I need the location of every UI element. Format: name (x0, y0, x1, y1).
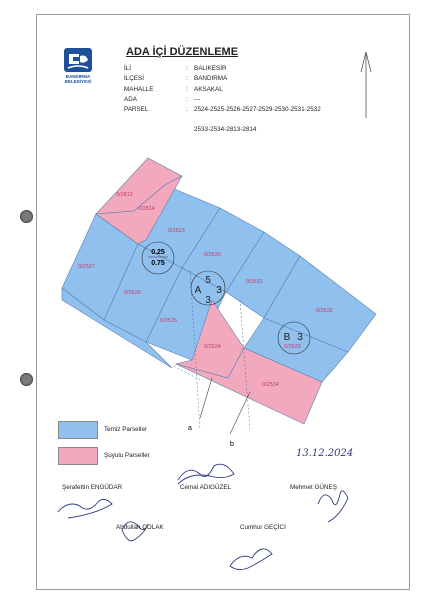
parcel-list-continued: 2533-2534-2813-2814 (194, 126, 257, 133)
info-row-parsel: PARSEL : 2524-2525-2526-2527-2529-2530-2531-2532 (124, 106, 321, 114)
parcel-label-2523: 0/2523 (168, 228, 185, 234)
signature-engudar (58, 499, 112, 518)
signatory-gunes: Mehmet GÜNEŞ (290, 484, 337, 491)
parcel-label-2530: 0/2530 (204, 252, 221, 258)
svg-text:3: 3 (297, 332, 303, 343)
north-arrow (361, 52, 371, 118)
info-row-ilce: İLÇESİ : BANDIRMA (124, 75, 228, 83)
info-row-mahalle: MAHALLE : AKSAKAL (124, 85, 223, 93)
logo-text: BANDIRMA BELEDİYESİ (64, 74, 92, 84)
parcel-label-2525: 0/2525 (160, 318, 177, 324)
pointer-label-b: b (230, 441, 234, 448)
legend-label-clean: Temiz Parseller (104, 426, 148, 433)
legend-swatch-shared (58, 447, 98, 465)
svg-text:B: B (283, 332, 291, 343)
parcel-label-2813: 0/2813 (116, 192, 133, 198)
signature-gunes (318, 491, 348, 522)
info-row-ada: ADA : --- (124, 95, 201, 103)
legend-label-shared: Şuyulu Parseller (104, 452, 150, 459)
parcel-label-2524: 0/2524 (204, 344, 221, 350)
parcel-label-2533: 0/2533 (284, 344, 301, 350)
svg-text:3: 3 (216, 285, 222, 296)
info-row-il: İLİ : BALIKESİR (124, 65, 227, 72)
parcel-label-2534: 0/2534 (262, 382, 279, 388)
signatory-adiguzel: Cemal ADIGÜZEL (180, 484, 232, 491)
signature-gecici (230, 549, 272, 570)
parcel-label-2814: 0/2814 (138, 206, 155, 212)
pointer-label-a: a (188, 425, 192, 432)
parcel-label-2531: 0/2531 (246, 279, 263, 285)
signature-date: 13.12.2024 (296, 448, 354, 459)
signature-adiguzel (178, 464, 234, 484)
svg-text:3: 3 (205, 295, 211, 306)
parcel-label-2527: 0/2527 (78, 264, 95, 270)
legend-swatch-clean (58, 421, 98, 439)
parcel-label-2526: 0/2526 (124, 290, 141, 296)
svg-text:0.25: 0.25 (151, 249, 165, 256)
svg-text:0.75: 0.75 (151, 260, 165, 267)
signatory-engudar: Şerafettin ENGÜDAR (62, 484, 123, 491)
svg-text:5: 5 (205, 275, 211, 286)
svg-text:A: A (194, 285, 202, 296)
signatory-colak: Abdullah ÇOLAK (116, 524, 164, 531)
parcel-label-2532: 0/2532 (316, 308, 333, 314)
signatory-gecici: Cumhur GEÇİCİ (240, 524, 286, 531)
page-title: ADA İÇİ DÜZENLEME (126, 46, 239, 58)
